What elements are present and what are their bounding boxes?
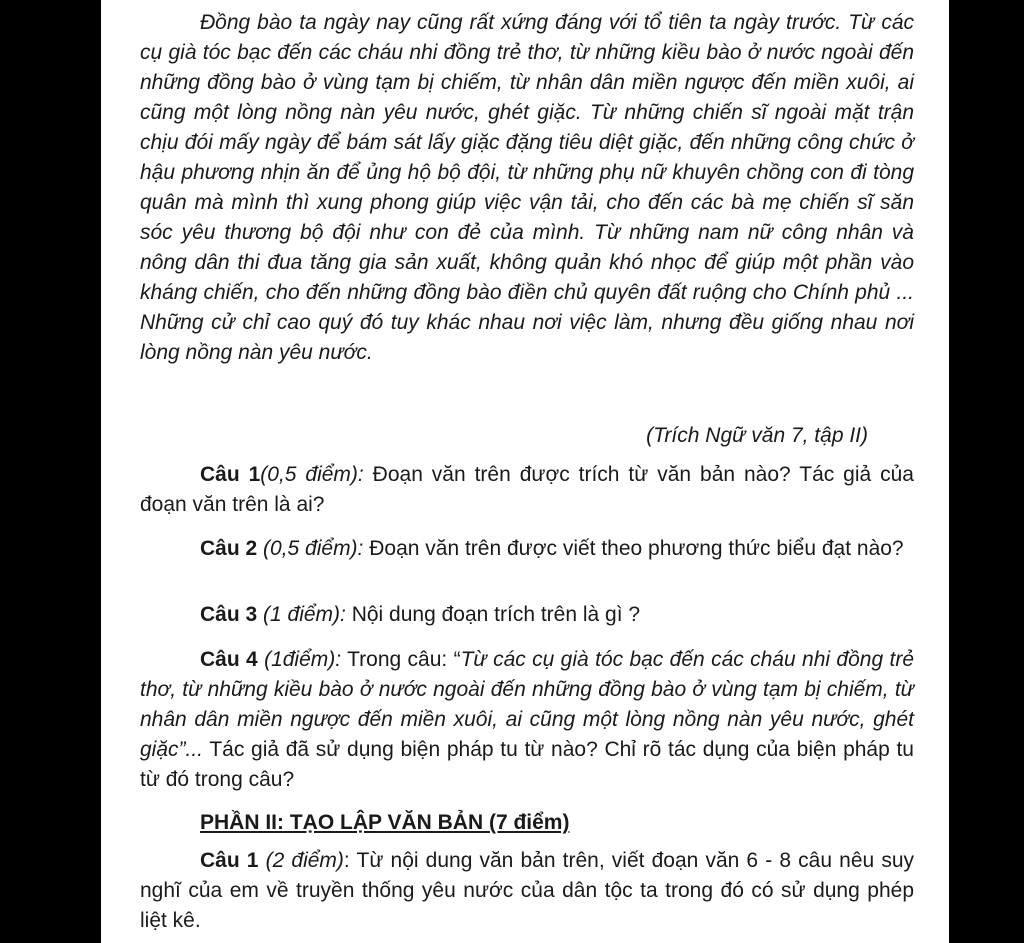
passage-source: (Trích Ngữ văn 7, tập II) (646, 424, 868, 447)
question-2-points: (0,5 điểm): (257, 537, 364, 560)
document-page (101, 0, 949, 943)
question-3 (140, 600, 914, 630)
question-1-points: (0,5 điểm): (260, 463, 364, 486)
passage-text: Đồng bào ta ngày nay cũng rất xứng đáng với tổ tiên ta ngày trước. Từ các cụ già tóc bạc đến các cháu nhi đồng trẻ thơ, từ những kiều bào ở nước ngoài đến những đồng bào ở vùng tạm bị chiếm, từ nhân dân miền ngược đến miền xuôi, ai cũng một lòng nồng nàn yêu nước, ghét giặc. Từ những chiến sĩ ngoài mặt trận chịu đói mấy ngày để bám sát lấy giặc đặng tiêu diệt giặc, đến những công chức ở hậu phương nhịn ăn để ủng hộ bộ đội, từ những phụ nữ khuyên chồng con đi tòng quân mà mình thì xung phong giúp việc vận tải, cho đến các bà mẹ chiến sĩ săn sóc yêu thương bộ đội như con đẻ của mình. Từ những nam nữ công nhân và nông dân thi đua tăng gia sản xuất, không quản khó nhọc để giúp một phần vào kháng chiến, cho đến những đồng bào điền chủ quyên đất ruộng cho Chính phủ ... Những cử chỉ cao quý đó tuy khác nhau nơi việc làm, nhưng đều giống nhau nơi lòng nồng nàn yêu nước. (140, 11, 914, 364)
question-2 (140, 534, 914, 564)
section-title-text: PHẦN II: TẠO LẬP VĂN BẢN (7 điểm) (200, 811, 570, 834)
section-title (140, 808, 914, 838)
question-4-text-before: Trong câu: “ (341, 648, 461, 671)
question-1-label: Câu 1 (200, 463, 261, 486)
question-4-text-after: Tác giả đã sử dụng biện pháp tu từ nào? Chỉ rõ tác dụng của biện pháp tu từ đó trong câu? (140, 738, 914, 791)
section-question-1-text: : Từ nội dung văn bản trên, viết đoạn văn 6 - 8 câu nêu suy nghĩ của em về truyền thống yêu nước của dân tộc ta trong đó có sử dụng phép liệt kê. (140, 849, 914, 932)
section-question-1-points: (2 điểm) (258, 849, 344, 872)
question-3-label: Câu 3 (200, 603, 258, 626)
question-3-text: Nội dung đoạn trích trên là gì ? (345, 603, 641, 626)
section-question-1 (140, 846, 914, 936)
question-4 (140, 645, 914, 795)
question-1-text: Đoạn văn trên được trích từ văn bản nào? Tác giả của đoạn văn trên là ai? (140, 463, 914, 516)
question-4-quote: Từ các cụ già tóc bạc đến các cháu nhi đồng trẻ thơ, từ những kiều bào ở nước ngoài đến những đồng bào ở vùng tạm bị chiếm, từ nhân dân miền ngược đến miền xuôi, ai cũng một lòng nồng nàn yêu nước, ghét giặc”... (140, 648, 914, 761)
question-1 (140, 460, 914, 520)
question-4-points: (1điểm): (257, 648, 342, 671)
section-question-1-label: Câu 1 (200, 849, 259, 872)
question-2-label: Câu 2 (200, 537, 258, 560)
question-2-text: Đoạn văn trên được viết theo phương thức biểu đạt nào? (363, 537, 904, 560)
question-3-points: (1 điểm): (257, 603, 346, 626)
question-4-label: Câu 4 (200, 648, 258, 671)
